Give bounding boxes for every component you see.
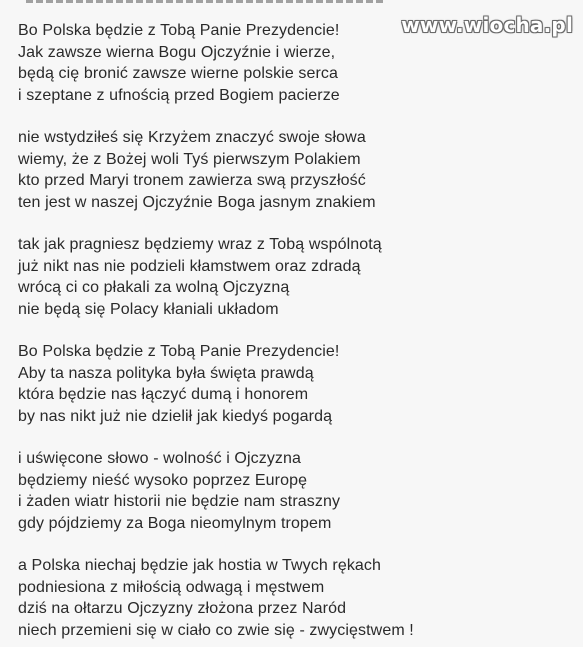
- cropped-text-remnant: [0, 0, 583, 6]
- stanza-2: [18, 127, 538, 213]
- poem-line: która będzie nas łączyć dumą i honorem: [18, 386, 309, 403]
- poem-line: nie wstydziłeś się Krzyżem znaczyć swoje słowa: [18, 129, 366, 146]
- poem-line: a Polska niechaj będzie jak hostia w Twych rękach: [18, 557, 382, 574]
- poem-line: i uświęcone słowo - wolność i Ojczyzna: [18, 450, 302, 467]
- poem-line: Aby ta nasza polityka była święta prawdą: [18, 364, 314, 382]
- site-watermark: www.wiocha.pl: [401, 13, 573, 37]
- poem-line: tak jak pragniesz będziemy wraz z Tobą wspólnotą: [18, 236, 382, 253]
- poem-line: wrócą ci co płakali za wolną Ojczyzną: [18, 279, 290, 296]
- poem-line: gdy pójdziemy za Boga nieomylnym tropem: [18, 514, 332, 532]
- poem-line: kto przed Maryi tronem zawierza swą przyszłość: [18, 172, 366, 189]
- poem-line: będziemy nieść wysoko poprzez Europę: [18, 471, 308, 489]
- stanza-3: [18, 234, 538, 320]
- poem-line: ten jest w naszej Ojczyźnie Boga jasnym znakiem: [18, 193, 376, 211]
- poem-line: będą cię bronić zawsze wierne polskie serca: [18, 65, 339, 82]
- poem-line: Bo Polska będzie z Tobą Panie Prezydencie!: [18, 343, 340, 360]
- stanza-6: [18, 555, 538, 641]
- poem-line: podniesiona z miłością odwagą i męstwem: [18, 578, 325, 596]
- stanza-4: [18, 341, 538, 427]
- poem-line: już nikt nas nie podzieli kłamstwem oraz zdradą: [18, 257, 361, 275]
- cropped-line-fragment: [26, 0, 386, 3]
- stanza-1: [18, 20, 538, 106]
- poem-line: nie będą się Polacy kłaniali układom: [18, 300, 279, 318]
- poem-line: Jak zawsze wierna Bogu Ojczyźnie i wierze,: [18, 43, 336, 61]
- poem-line: by nas nikt już nie dzielił jak kiedyś pogardą: [18, 407, 333, 425]
- stanza-5: [18, 448, 538, 534]
- poem-line: dziś na ołtarzu Ojczyzny złożona przez Naród: [18, 600, 347, 617]
- poem: [18, 20, 538, 641]
- poem-line: i szeptane z ufnością przed Bogiem pacierze: [18, 86, 340, 104]
- poem-line: i żaden wiatr historii nie będzie nam straszny: [18, 493, 341, 510]
- poem-line: Bo Polska będzie z Tobą Panie Prezydencie!: [18, 22, 340, 39]
- poem-line: niech przemieni się w ciało co zwie się - zwycięstwem !: [18, 621, 414, 639]
- poem-line: wiemy, że z Bożej woli Tyś pierwszym Polakiem: [18, 150, 361, 168]
